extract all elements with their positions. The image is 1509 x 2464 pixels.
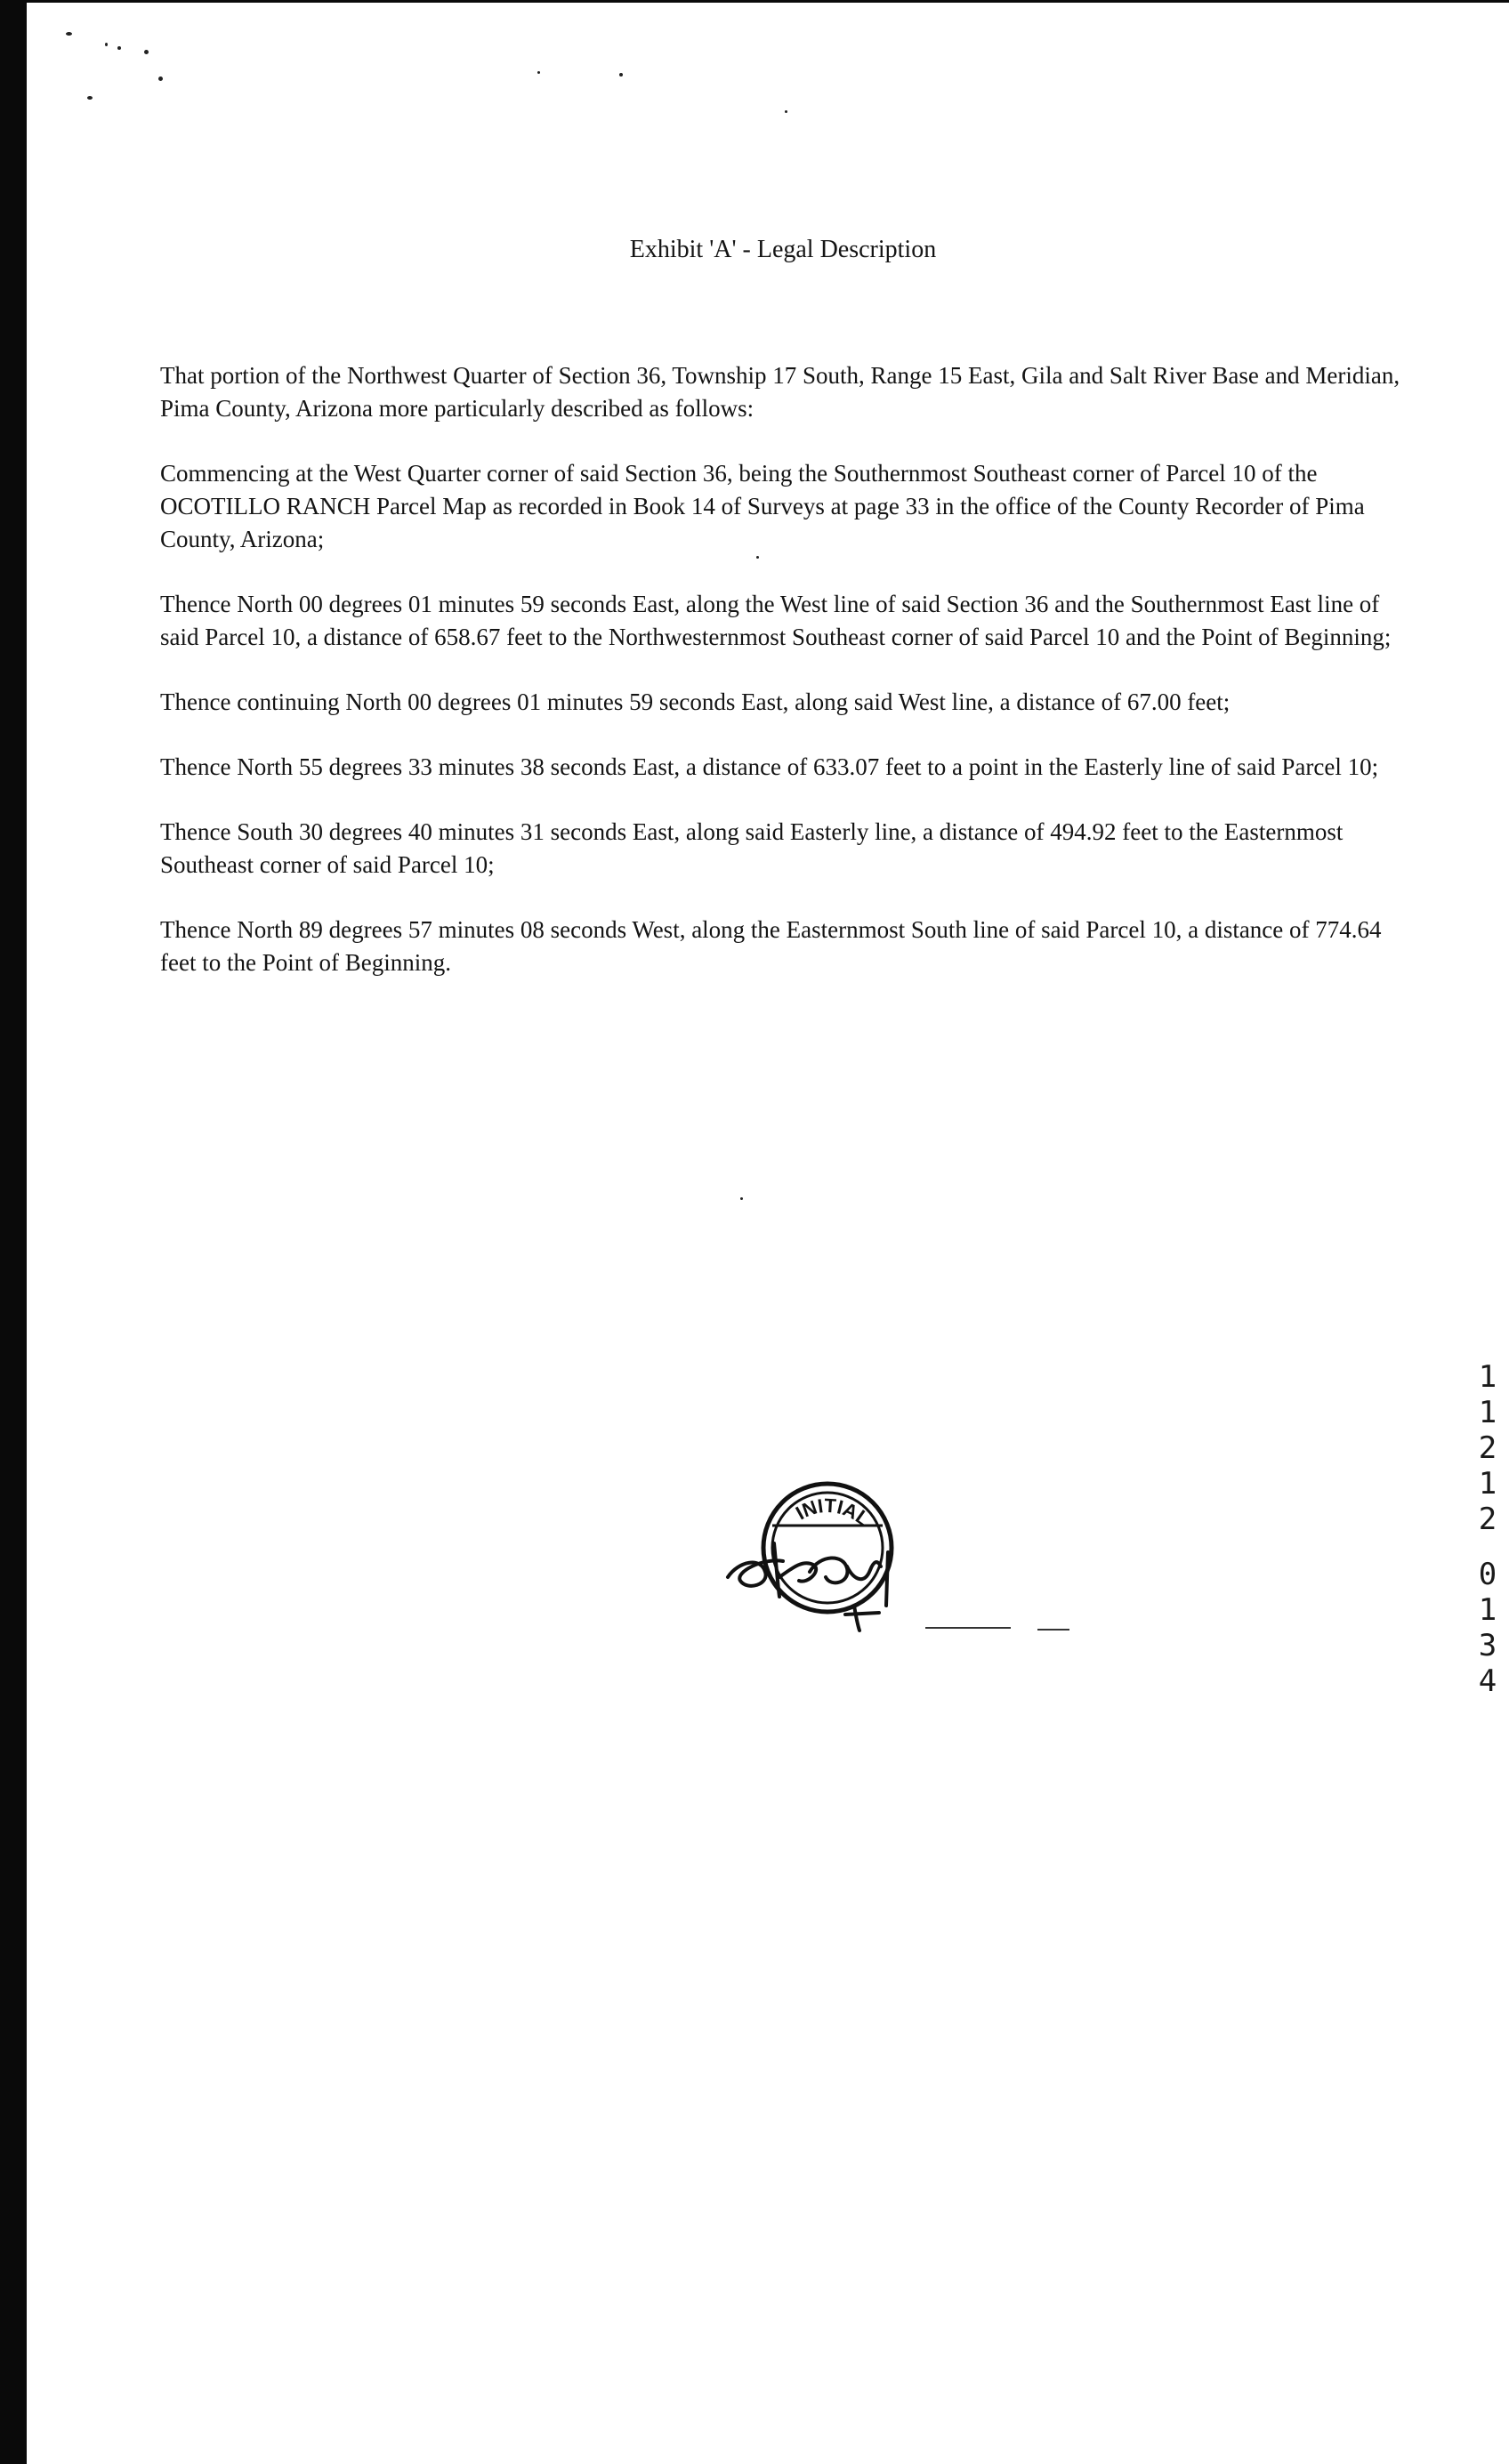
recording-digit: 1	[1478, 1395, 1497, 1430]
recording-gap	[1470, 1537, 1505, 1557]
recording-digit: 1	[1478, 1466, 1497, 1502]
scan-border-top	[0, 0, 1509, 3]
handwritten-signature	[728, 1543, 888, 1631]
recording-digit: 3	[1478, 1628, 1497, 1663]
scan-speck	[158, 76, 163, 81]
scan-speck	[66, 32, 72, 36]
initial-stamp	[721, 1472, 925, 1641]
paragraph-course-4: Thence South 30 degrees 40 minutes 31 seconds East, along said Easterly line, a distance of 494.92 feet to the Easternmost Southeast corner of said Parcel 10;	[160, 818, 1344, 878]
scan-speck	[785, 110, 787, 113]
scan-speck	[740, 1197, 743, 1200]
scan-speck	[105, 43, 108, 46]
legal-description-body	[160, 359, 1406, 1011]
paragraph-course-1: Thence North 00 degrees 01 minutes 59 seconds East, along the West line of said Section 36 and the Southernmost East line of said Parcel 10, a distance of 658.67 feet to the Northwesternmost Southeast corner of said Parcel 10 and the Point of Beginning;	[160, 591, 1392, 650]
paragraph-course-3: Thence North 55 degrees 33 minutes 38 seconds East, a distance of 633.07 feet to a point in the Easterly line of said Parcel 10;	[160, 753, 1379, 780]
document-title: Exhibit 'A' - Legal Description	[629, 236, 937, 263]
recording-digit: 1	[1478, 1592, 1497, 1628]
recording-digit: 1	[1478, 1359, 1497, 1395]
scan-speck	[537, 71, 540, 74]
paragraph-intro: That portion of the Northwest Quarter of Section 36, Township 17 South, Range 15 East, Gila and Salt River Base and Meridian, Pima County, Arizona more particularly described as follows:	[160, 362, 1400, 422]
scan-speck	[144, 50, 149, 54]
signature-line	[1037, 1629, 1069, 1631]
scan-border-left	[0, 0, 27, 2464]
scan-speck	[619, 73, 623, 76]
recording-number	[1470, 1359, 1505, 1699]
recording-digit: 2	[1478, 1502, 1497, 1537]
signature-line	[925, 1627, 1011, 1629]
paragraph-course-2: Thence continuing North 00 degrees 01 minutes 59 seconds East, along said West line, a distance of 67.00 feet;	[160, 688, 1231, 715]
scan-speck	[87, 96, 93, 100]
stamp-label-path: INITIAL	[792, 1494, 875, 1531]
recording-digit: 0	[1478, 1557, 1497, 1592]
paragraph-commencing: Commencing at the West Quarter corner of said Section 36, being the Southernmost Southeast corner of Parcel 10 of the OCOTILLO RANCH Parcel Map as recorded in Book 14 of Surveys at page 33 in the office of the County Recorder of Pima County, Arizona;	[160, 460, 1365, 552]
paragraph-course-5: Thence North 89 degrees 57 minutes 08 seconds West, along the Easternmost South line of said Parcel 10, a distance of 774.64 feet to the Point of Beginning.	[160, 916, 1382, 976]
scan-speck	[117, 46, 121, 50]
recording-digit: 4	[1478, 1663, 1497, 1699]
recording-digit: 2	[1478, 1430, 1497, 1466]
